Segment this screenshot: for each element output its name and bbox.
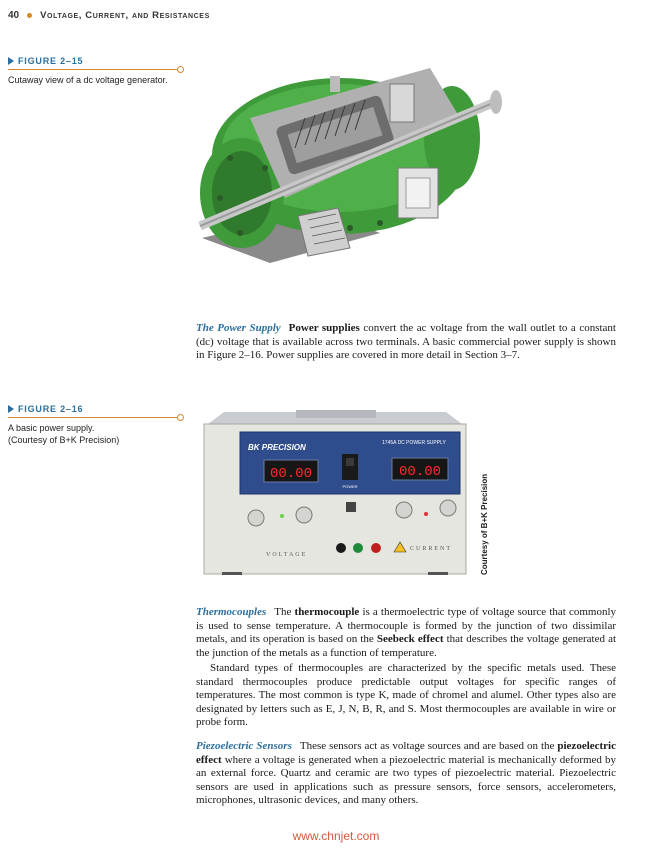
power-supply-paragraph (196, 322, 616, 363)
power-label: POWER (342, 484, 358, 489)
page-number: 40 (8, 10, 20, 21)
power-supply-photo (196, 410, 474, 575)
dc-generator-cutaway-illustration (190, 48, 510, 270)
voltage-label: VOLTAGE (266, 552, 308, 558)
key-term: piezoelectric effect (196, 740, 617, 766)
led-indicator (280, 514, 284, 518)
watermark: www.chnjet.com (292, 829, 380, 843)
paragraph-text: convert the ac voltage from the wall outlet to a constant (dc) voltage that is available across two terminals. A basic commercial power supply is shown in Figure 2–16. Power supplies are covered in more detail in Section 3–7. (196, 322, 616, 362)
running-head-title: Voltage, Current, and Resistances (40, 10, 210, 21)
running-header (8, 10, 210, 21)
figure-caption: A basic power supply. (Courtesy of B+K Precision) (8, 423, 120, 445)
figure-rule (8, 417, 180, 418)
key-term: Seebeck effect (376, 633, 444, 646)
led-indicator (424, 512, 428, 516)
bullet-icon (27, 13, 32, 18)
section-heading: Thermocouples (196, 606, 267, 618)
brand-label: BK PRECISION (248, 443, 306, 452)
figure-number: FIGURE 2–16 (8, 404, 180, 414)
triangle-icon (8, 57, 14, 65)
thermocouples-paragraph: Thermocouples The thermocouple is a thermoelectric type of voltage source that commonly is used to sense temperature. A thermocouple is formed by the junction of two dissimilar metals, and its operation is based on the Seebeck effect that describes the voltage generated at the junction of the metals as a function of temperature. (196, 606, 617, 659)
current-label: CURRENT (410, 546, 453, 552)
photo-credit: Courtesy of B+K Precision (480, 473, 489, 575)
model-label: 1745A DC POWER SUPPLY (382, 440, 446, 446)
section-heading: The Power Supply (196, 322, 281, 334)
key-term: thermocouple (294, 606, 360, 618)
thermocouples-paragraph-2: Standard types of thermocouples are characterized by the specific metals used. These standard thermocouples produce predictable output voltages for specific ranges of temperatures. The most common is type K, made of chromel and alumel. Other types also are designated by letters such as E, J, N, B, R, and S. Most thermocouples are available in wire or probe form. (196, 662, 616, 729)
figure-number: FIGURE 2–15 (8, 56, 180, 66)
figure-2-15-label (8, 56, 180, 86)
piezoelectric-paragraph: Piezoelectric Sensors These sensors act as voltage sources and are based on the piezoelectric effect where a voltage is generated when a piezoelectric material is mechanically deformed by an external force. Quartz and ceramic are two types of piezoelectric material. Piezoelectric sensors are used in applications such as pressure sensors, force sensors, accelerometers, microphones, ultrasonic devices, and many others. (196, 740, 617, 807)
figure-caption: Cutaway view of a dc voltage generator. (8, 75, 168, 85)
figure-rule (8, 69, 180, 70)
current-display: 00.00 (398, 464, 442, 480)
voltage-display: 00.00 (269, 466, 313, 482)
section-heading: Piezoelectric Sensors (196, 740, 292, 752)
key-term: Power supplies (288, 322, 360, 334)
triangle-icon (8, 405, 14, 413)
figure-2-16-label (8, 404, 180, 446)
